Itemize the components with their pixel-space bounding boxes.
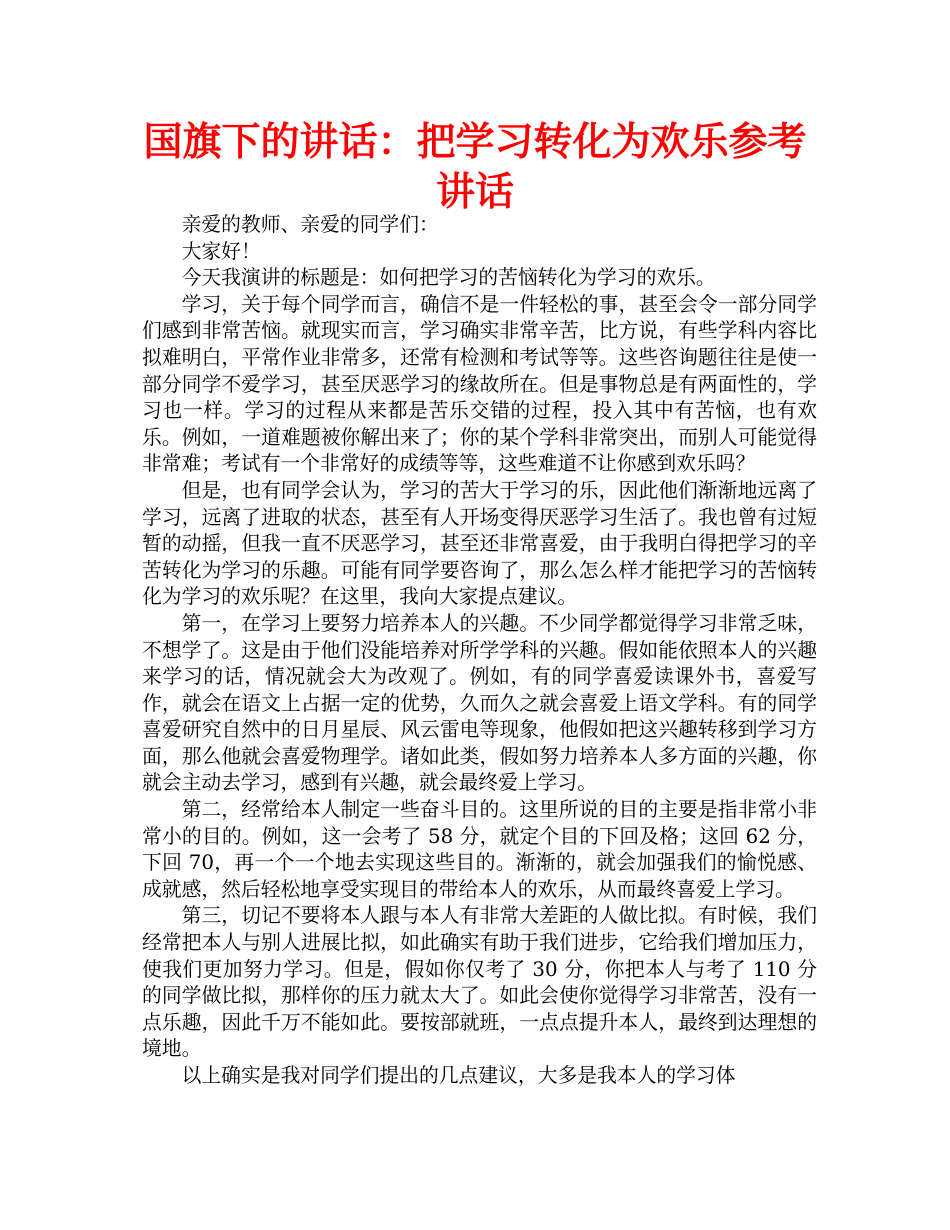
greeting: 大家好！ <box>181 239 261 263</box>
paragraph-point-one: 第一，在学习上要努力培养本人的兴趣。不少同学都觉得学习非常乏味，不想学了。这是由于他们没能培养对所学学科的兴趣。假如能依照本人的兴趣来学习的话，情况就会大为改观了。例如，有的同学喜爱读课外书，喜爱写作，就会在语文上占据一定的优势，久而久之就会喜爱上语文学科。有的同学喜爱研究自然中的日月星辰、风云雷电等现象，他假如把这兴趣转移到学习方面，那么他就会喜爱物理学。诸如此类，假如努力培养本人多方面的兴趣，你就会主动去学习，感到有兴趣，就会最终爱上学习。 <box>142 611 817 795</box>
document-title: 国旗下的讲话：把学习转化为欢乐参考讲话 <box>143 120 807 215</box>
paragraph-conclusion: 以上确实是我对同学们提出的几点建议，大多是我本人的学习体 <box>181 1064 736 1087</box>
paragraph-transition: 但是，也有同学会认为，学习的苦大于学习的乐，因此他们渐渐地远离了学习，远离了进取的状态，甚至有人开场变得厌恶学习生活了。我也曾有过短暂的动摇，但我一直不厌恶学习，甚至还非常喜爱，由于我明白得把学习的辛苦转化为学习的乐趣。可能有同学要咨询了，那么怎么样才能把学习的苦恼转化为学习的欢乐呢？在这里，我向大家提点建议。 <box>142 478 817 609</box>
paragraph-point-three: 第三，切记不要将本人跟与本人有非常大差距的人做比拟。有时候，我们经常把本人与别人进展比拟，如此确实有助于我们进步，它给我们增加压力，使我们更加努力学习。但是，假如你仅考了 30 分，你把本人与考了 110 分的同学做比拟，那样你的压力就太大了。如此会使你觉得学习非常苦，没有一点乐趣，因此千万不能如此。要按部就班，一点点提升本人，最终到达理想的境地。 <box>142 904 817 1061</box>
document-body <box>142 212 817 1090</box>
paragraph-point-two: 第二，经常给本人制定一些奋斗目的。这里所说的目的主要是指非常小非常小的目的。例如，这一会考了 58 分，就定个目的下回及格；这回 62 分，下回 70，再一个一个地去实现这些目的。渐渐的，就会加强我们的愉悦感、成就感，然后轻松地享受实现目的带给本人的欢乐，从而最终喜爱上学习。 <box>142 798 817 901</box>
salutation: 亲爱的教师、亲爱的同学们： <box>181 213 439 236</box>
speech-topic: 今天我演讲的标题是：如何把学习的苦恼转化为学习的欢乐。 <box>181 266 716 290</box>
paragraph-intro: 学习，关于每个同学而言，确信不是一件轻松的事，甚至会令一部分同学们感到非常苦恼。就现实而言，学习确实非常辛苦，比方说，有些学科内容比拟难明白，平常作业非常多，还常有检测和考试等等。这些咨询题往往是使一部分同学不爱学习，甚至厌恶学习的缘故所在。但是事物总是有两面性的，学习也一样。学习的过程从来都是苦乐交错的过程，投入其中有苦恼，也有欢乐。例如，一道难题被你解出来了；你的某个学科非常突出，而别人可能觉得非常难；考试有一个非常好的成绩等等，这些难道不让你感到欢乐吗？ <box>142 292 817 476</box>
